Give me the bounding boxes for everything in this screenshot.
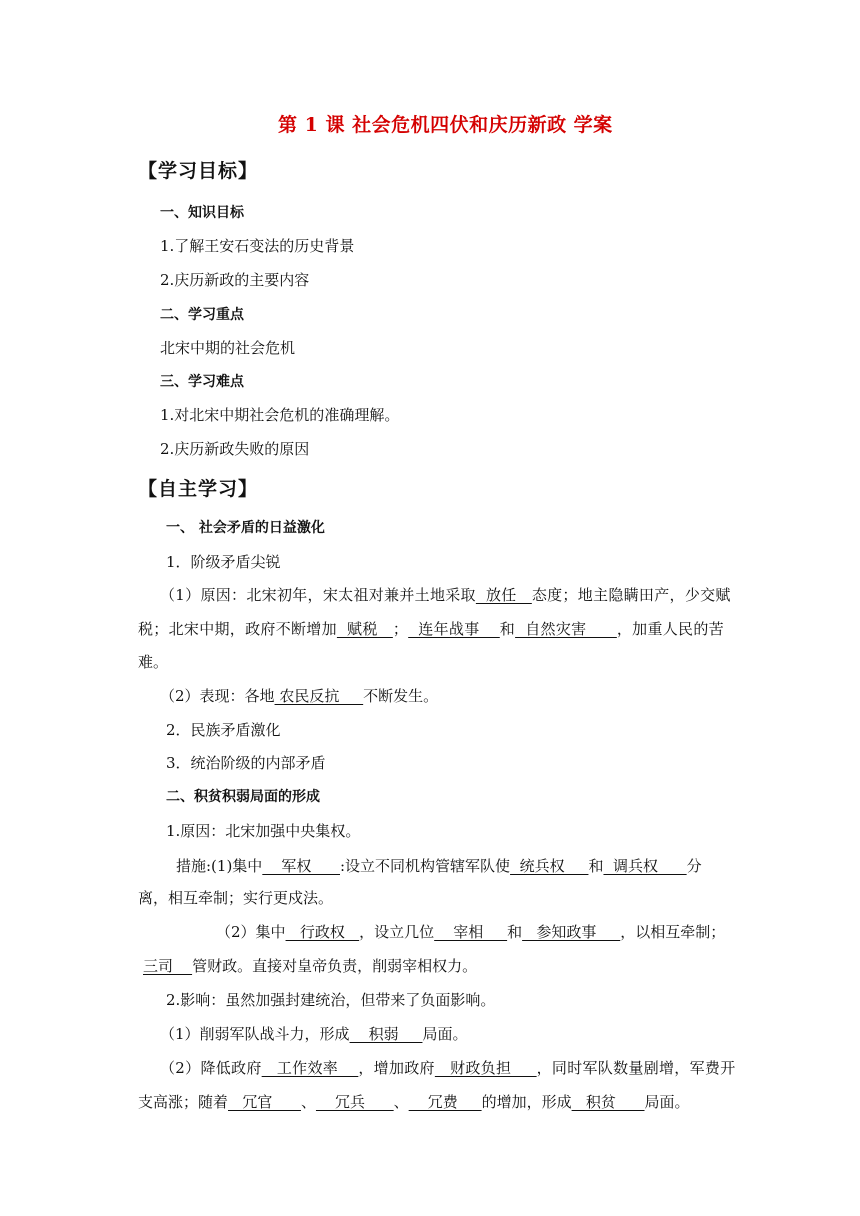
text: ，增加政府 [358, 1059, 435, 1077]
text: 、 [300, 1093, 316, 1111]
paragraph-measure1-line1 [176, 855, 702, 877]
fill-blank: 行政权 [285, 923, 360, 941]
part1-item-internal-conflict: 3．统治阶级的内部矛盾 [166, 754, 326, 772]
part1-title: 一、 社会矛盾的日益激化 [166, 520, 325, 536]
text: 态度；地主隐瞒田产，少交赋 [531, 586, 731, 604]
subheading-key-point: 二、学习重点 [160, 307, 244, 323]
text: 不断发生。 [363, 687, 439, 705]
fill-blank: 赋税 [336, 620, 393, 638]
subheading-knowledge-goal: 一、知识目标 [160, 205, 244, 221]
text: （1）原因：北宋初年，宋太祖对兼并土地采取 [160, 586, 476, 604]
fill-blank: 积贫 [571, 1093, 645, 1111]
fill-blank: 财政负担 [434, 1059, 537, 1077]
text: 和 [499, 620, 516, 638]
paragraph-impact1 [160, 1023, 467, 1045]
fill-blank: 冗费 [408, 1093, 482, 1111]
text: 局面。 [422, 1025, 468, 1043]
paragraph-cause-line3: 难。 [138, 653, 169, 671]
subheading-difficulty: 三、学习难点 [160, 374, 244, 390]
fill-blank: 宰相 [434, 923, 508, 941]
text: （2）降低政府 [160, 1059, 262, 1077]
text: 分 [686, 857, 702, 875]
fill-blank: 工作效率 [261, 1059, 359, 1077]
paragraph-measure1-line2: 离，相互牵制；实行更戍法。 [138, 889, 334, 907]
key-point-item: 北宋中期的社会危机 [160, 339, 296, 357]
paragraph-measure2-line1 [216, 921, 725, 943]
text: :设立不同机构管辖军队使 [340, 857, 511, 875]
fill-blank: 连年战事 [408, 620, 500, 638]
section-heading-self-study: 【自主学习】 [138, 478, 259, 500]
paragraph-cause-line2 [138, 618, 724, 640]
text: 措施:(1)集中 [176, 857, 263, 875]
text: 局面。 [644, 1093, 690, 1111]
part2-item-impact: 2.影响：虽然加强封建统治，但带来了负面影响。 [166, 991, 496, 1009]
text: ，设立几位 [359, 923, 435, 941]
text: 和 [507, 923, 523, 941]
fill-blank: 三司 [143, 957, 193, 975]
section-heading-objectives: 【学习目标】 [138, 160, 259, 182]
fill-blank: 农民反抗 [274, 687, 364, 705]
fill-blank: 参知政事 [522, 923, 621, 941]
paragraph-cause-line1 [160, 584, 731, 606]
part1-item-class-conflict: 1．阶级矛盾尖锐 [166, 553, 281, 571]
part1-item-ethnic-conflict: 2．民族矛盾激化 [166, 721, 281, 739]
text: 和 [588, 857, 604, 875]
text: 税；北宋中期，政府不断增加 [138, 620, 337, 638]
text: ； [392, 620, 409, 638]
fill-blank: 冗官 [228, 1093, 301, 1111]
paragraph-impact2-line2 [138, 1091, 690, 1113]
text: 、 [393, 1093, 409, 1111]
page-title: 第 1 课 社会危机四伏和庆历新政 学案 [278, 114, 613, 136]
text: （2）集中 [216, 923, 286, 941]
text: 管财政。直接对皇帝负责，削弱宰相权力。 [192, 957, 478, 975]
paragraph-measure2-line2 [143, 955, 477, 977]
text: （2）表现：各地 [160, 687, 275, 705]
text: ，以相互牵制； [620, 923, 726, 941]
fill-blank: 调兵权 [603, 857, 687, 875]
paragraph-impact2-line1 [160, 1057, 736, 1079]
paragraph-manifestation [160, 685, 438, 707]
difficulty-item-2: 2.庆历新政失败的原因 [160, 440, 310, 458]
part2-item-cause: 1.原因：北宋加强中央集权。 [166, 822, 361, 840]
fill-blank: 积弱 [349, 1025, 423, 1043]
text: ，同时军队数量剧增，军费开 [536, 1059, 736, 1077]
fill-blank: 军权 [262, 857, 340, 875]
fill-blank: 放任 [475, 586, 532, 604]
fill-blank: 统兵权 [510, 857, 589, 875]
fill-blank: 冗兵 [315, 1093, 394, 1111]
text: （1）削弱军队战斗力，形成 [160, 1025, 350, 1043]
text: 的增加，形成 [481, 1093, 572, 1111]
fill-blank: 自然灾害 [515, 620, 617, 638]
text: ，加重人民的苦 [616, 620, 724, 638]
text: 支高涨；随着 [138, 1093, 229, 1111]
part2-title: 二、积贫积弱局面的形成 [166, 789, 320, 805]
goal-item-2: 2.庆历新政的主要内容 [160, 271, 310, 289]
goal-item-1: 1.了解王安石变法的历史背景 [160, 237, 355, 255]
difficulty-item-1: 1.对北宋中期社会危机的准确理解。 [160, 406, 400, 424]
